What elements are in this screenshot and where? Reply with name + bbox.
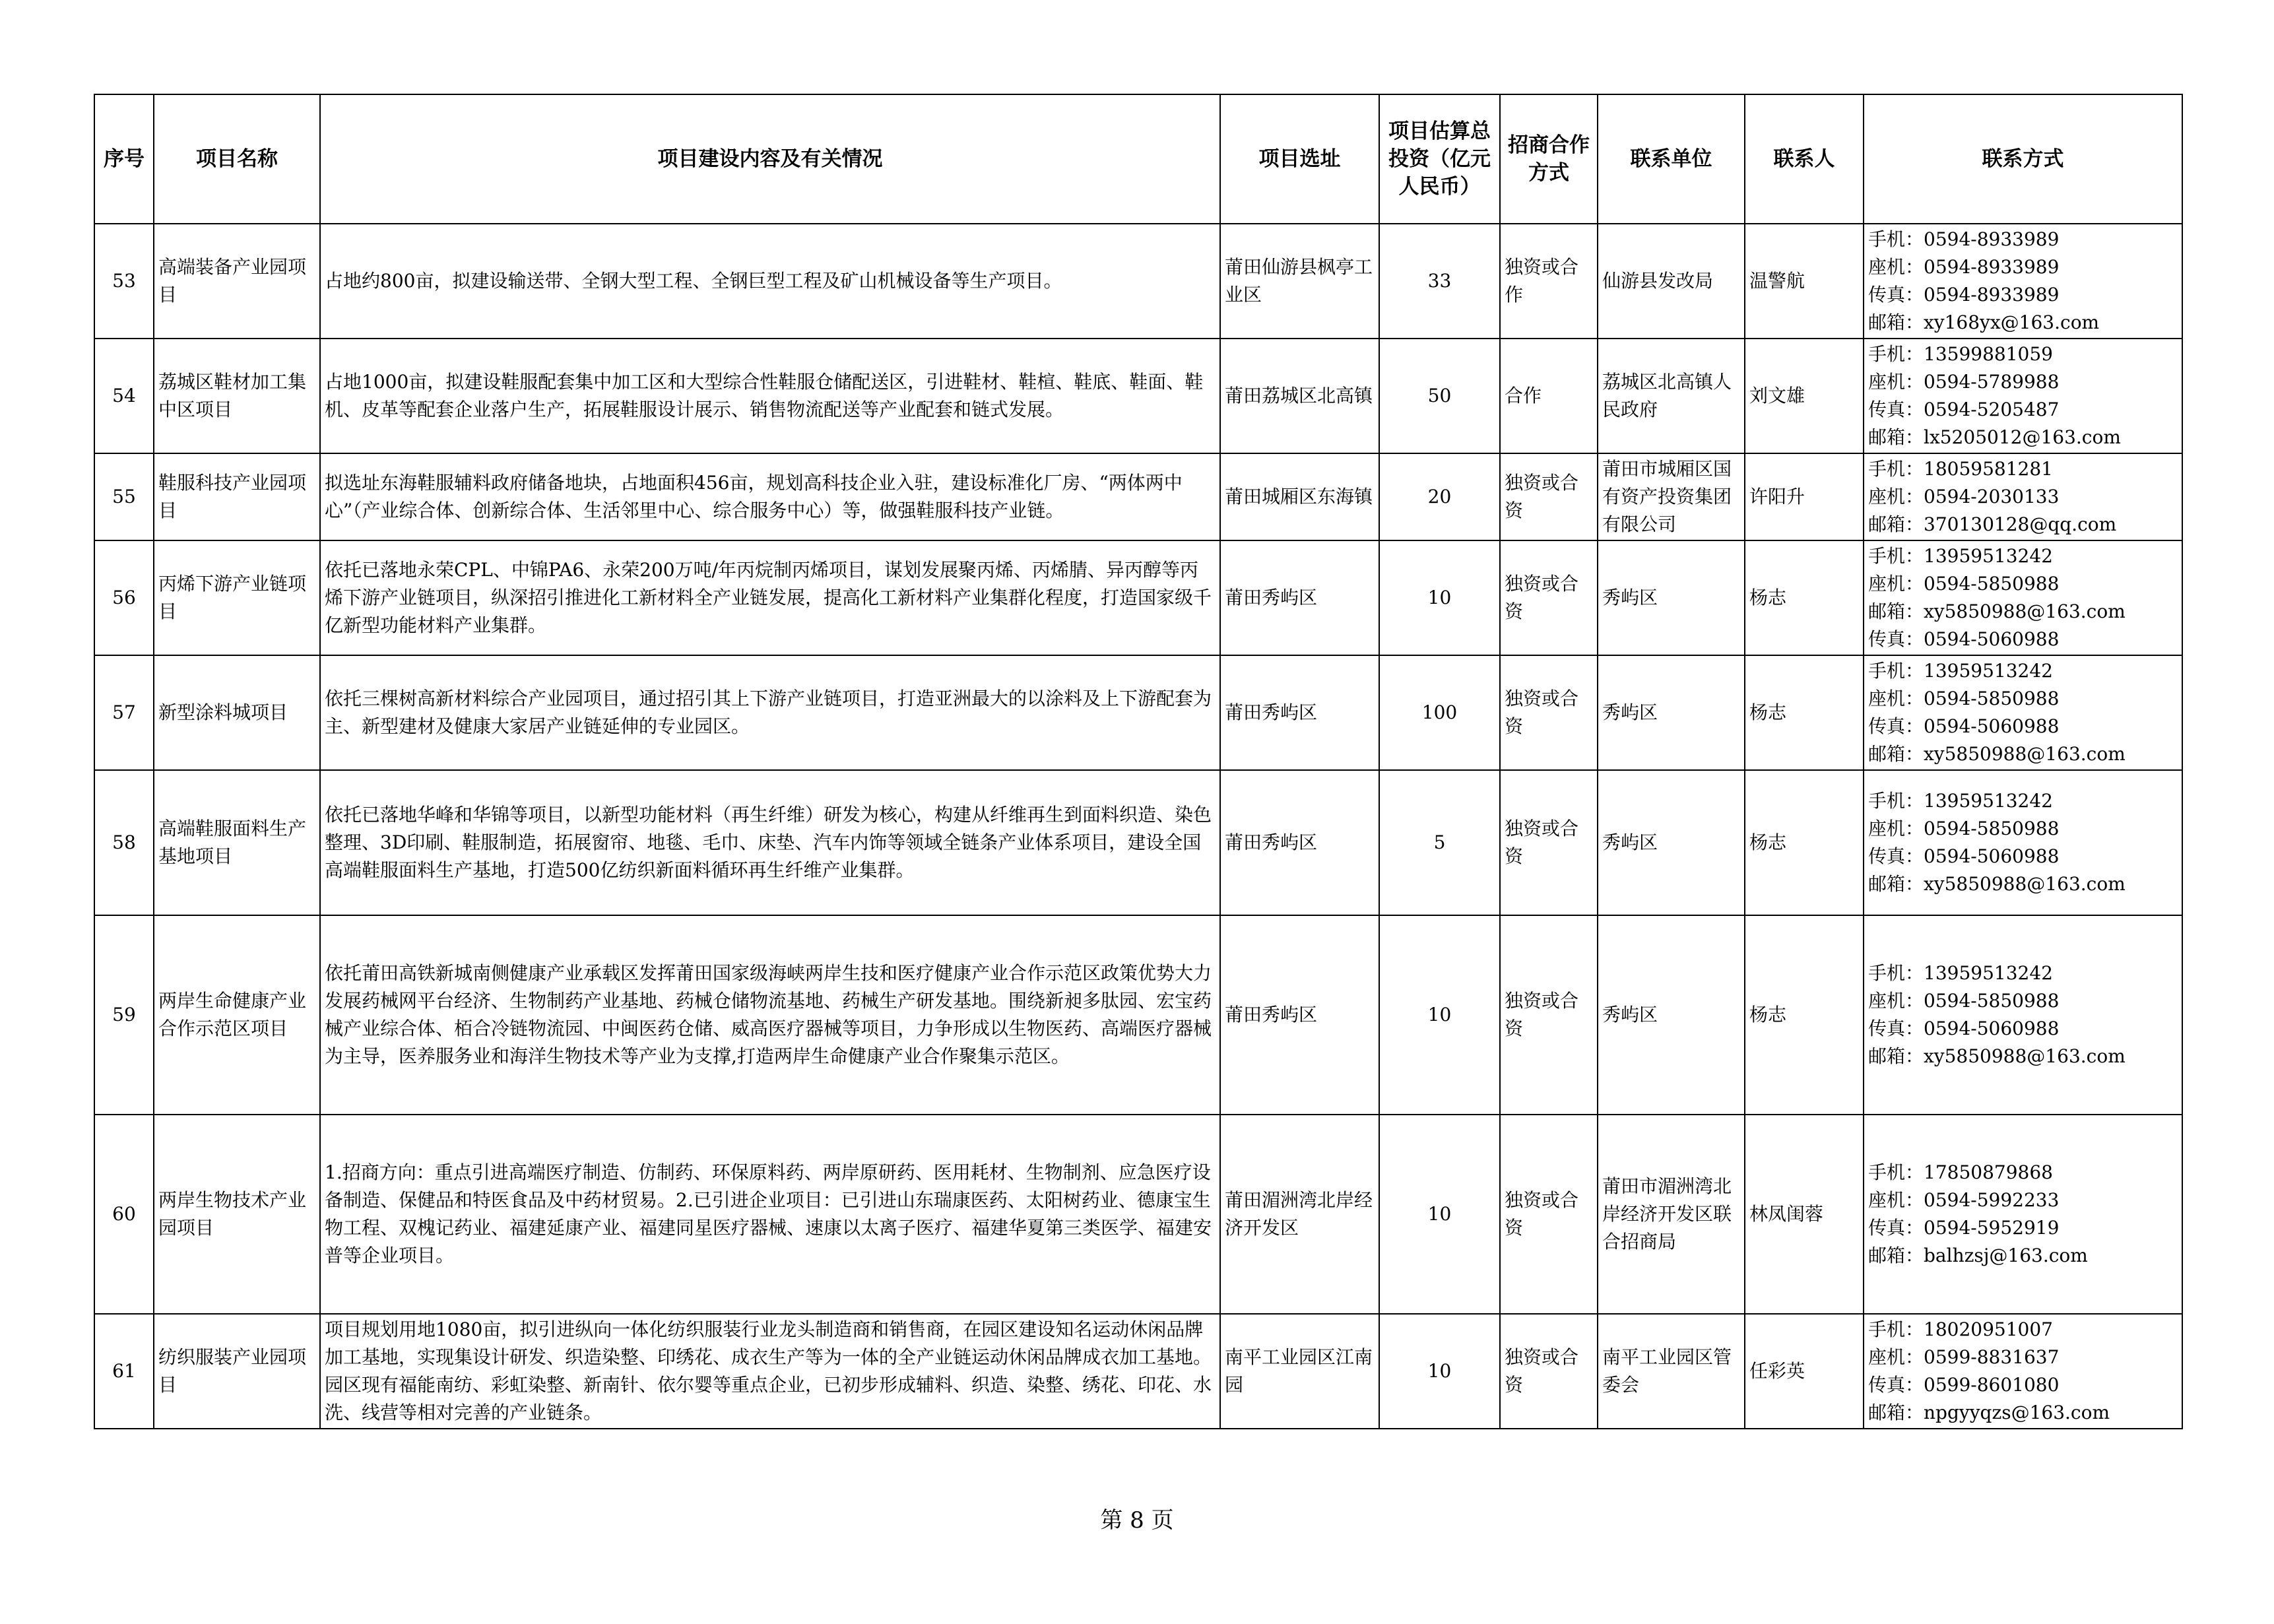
contact-person: 任彩英	[1745, 1314, 1864, 1429]
project-name: 纺织服装产业园项目	[154, 1314, 320, 1429]
contact-methods	[1864, 915, 2182, 1115]
contact-line: 传真：0599-8601080	[1868, 1374, 2060, 1396]
contact-line: 手机：13599881059	[1868, 343, 2053, 365]
project-site: 莆田秀屿区	[1220, 915, 1379, 1115]
project-description: 依托已落地华峰和华锦等项目，以新型功能材料（再生纤维）研发为核心，构建从纤维再生到面料织造、染色整理、3D印刷、鞋服制造，拓展窗帘、地毯、毛巾、床垫、汽车内饰等领域全链条产业体系项目，建设全国高端鞋服面料生产基地，打造500亿纺织新面料循环再生纤维产业集群。	[320, 770, 1220, 915]
contact-line: 座机：0599-8831637	[1868, 1346, 2060, 1368]
header-cell-person: 联系人	[1745, 94, 1864, 224]
project-investment: 10	[1379, 1314, 1500, 1429]
contact-line: 邮箱：npgyyqzs@163.com	[1868, 1402, 2110, 1423]
table-row	[94, 540, 2182, 655]
contact-person: 杨志	[1745, 915, 1864, 1115]
row-number: 56	[94, 540, 154, 655]
contact-line: 手机：13959513242	[1868, 545, 2053, 567]
row-number: 59	[94, 915, 154, 1115]
contact-line: 传真：0594-5060988	[1868, 1018, 2060, 1039]
row-number: 60	[94, 1115, 154, 1314]
contact-person: 许阳升	[1745, 453, 1864, 540]
contact-line: 座机：0594-5850988	[1868, 688, 2060, 709]
contact-line: 座机：0594-5992233	[1868, 1189, 2060, 1211]
contact-line: 手机：13959513242	[1868, 660, 2053, 682]
header-cell-unit: 联系单位	[1598, 94, 1745, 224]
contact-line: 手机：18059581281	[1868, 458, 2053, 480]
contact-line: 邮箱：balhzsj@163.com	[1868, 1245, 2088, 1266]
project-description: 占地1000亩，拟建设鞋服配套集中加工区和大型综合性鞋服仓储配送区，引进鞋材、鞋楦、鞋底、鞋面、鞋机、皮革等配套企业落户生产，拓展鞋服设计展示、销售物流配送等产业配套和链式发展。	[320, 339, 1220, 453]
cooperation-mode: 独资或合作	[1500, 224, 1598, 339]
contact-unit: 秀屿区	[1598, 915, 1745, 1115]
contact-line: 座机：0594-5850988	[1868, 990, 2060, 1012]
project-site: 莆田仙游县枫亭工业区	[1220, 224, 1379, 339]
contact-line: 邮箱：xy5850988@163.com	[1868, 601, 2126, 622]
project-site: 莆田秀屿区	[1220, 655, 1379, 770]
project-name: 高端鞋服面料生产基地项目	[154, 770, 320, 915]
header-cell-cooperation: 招商合作方式	[1500, 94, 1598, 224]
contact-line: 传真：0594-8933989	[1868, 284, 2060, 306]
contact-unit: 仙游县发改局	[1598, 224, 1745, 339]
contact-line: 座机：0594-5850988	[1868, 818, 2060, 839]
table-row	[94, 655, 2182, 770]
cooperation-mode: 独资或合资	[1500, 540, 1598, 655]
contact-line: 邮箱：xy5850988@163.com	[1868, 1045, 2126, 1067]
contact-unit: 秀屿区	[1598, 540, 1745, 655]
project-investment: 10	[1379, 540, 1500, 655]
project-description: 占地约800亩，拟建设输送带、全钢大型工程、全钢巨型工程及矿山机械设备等生产项目。	[320, 224, 1220, 339]
header-cell-number: 序号	[94, 94, 154, 224]
projects-table	[94, 94, 2183, 1429]
contact-line: 传真：0594-5060988	[1868, 845, 2060, 867]
project-site: 莆田城厢区东海镇	[1220, 453, 1379, 540]
contact-line: 手机：13959513242	[1868, 790, 2053, 812]
row-number: 55	[94, 453, 154, 540]
contact-line: 座机：0594-2030133	[1868, 486, 2060, 507]
project-investment: 10	[1379, 1115, 1500, 1314]
contact-person: 杨志	[1745, 540, 1864, 655]
cooperation-mode: 独资或合资	[1500, 655, 1598, 770]
project-investment: 5	[1379, 770, 1500, 915]
contact-line: 邮箱：xy5850988@163.com	[1868, 873, 2126, 895]
contact-line: 座机：0594-5850988	[1868, 573, 2060, 595]
cooperation-mode: 独资或合资	[1500, 770, 1598, 915]
contact-line: 传真：0594-5952919	[1868, 1217, 2060, 1239]
page-number: 第 8 页	[1100, 1507, 1174, 1534]
header-cell-name: 项目名称	[154, 94, 320, 224]
row-number: 54	[94, 339, 154, 453]
cooperation-mode: 独资或合资	[1500, 915, 1598, 1115]
project-site: 南平工业园区江南园	[1220, 1314, 1379, 1429]
contact-methods	[1864, 540, 2182, 655]
contact-line: 手机：0594-8933989	[1868, 228, 2060, 250]
contact-line: 座机：0594-8933989	[1868, 256, 2060, 278]
project-name: 荔城区鞋材加工集中区项目	[154, 339, 320, 453]
table-row	[94, 339, 2182, 453]
cooperation-mode: 合作	[1500, 339, 1598, 453]
project-description: 依托莆田高铁新城南侧健康产业承载区发挥莆田国家级海峡两岸生技和医疗健康产业合作示范区政策优势大力发展药械网平台经济、生物制药产业基地、药械仓储物流基地、药械生产研发基地。围绕新昶多肽园、宏宝药械产业综合体、栢合冷链物流园、中闽医药仓储、威高医疗器械等项目，力争形成以生物医药、高端医疗器械为主导，医养服务业和海洋生物技术等产业为支撑,打造两岸生命健康产业合作聚集示范区。	[320, 915, 1220, 1115]
project-site: 莆田湄洲湾北岸经济开发区	[1220, 1115, 1379, 1314]
project-name: 丙烯下游产业链项目	[154, 540, 320, 655]
contact-line: 手机：17850879868	[1868, 1161, 2053, 1183]
cooperation-mode: 独资或合资	[1500, 453, 1598, 540]
table-row	[94, 224, 2182, 339]
table-row	[94, 1314, 2182, 1429]
contact-person: 杨志	[1745, 770, 1864, 915]
contact-methods	[1864, 224, 2182, 339]
contact-unit: 秀屿区	[1598, 655, 1745, 770]
contact-methods	[1864, 770, 2182, 915]
contact-person: 林凤闺蓉	[1745, 1115, 1864, 1314]
table-row	[94, 453, 2182, 540]
project-description: 1.招商方向：重点引进高端医疗制造、仿制药、环保原料药、两岸原研药、医用耗材、生物制剂、应急医疗设备制造、保健品和特医食品及中药材贸易。2.已引进企业项目：已引进山东瑞康医药、太阳树药业、德康宝生物工程、双槐记药业、福建延康产业、福建同星医疗器械、速康以太离子医疗、福建华夏第三类医学、福建安普等企业项目。	[320, 1115, 1220, 1314]
header-cell-description: 项目建设内容及有关情况	[320, 94, 1220, 224]
contact-methods	[1864, 1115, 2182, 1314]
project-description: 项目规划用地1080亩，拟引进纵向一体化纺织服装行业龙头制造商和销售商，在园区建设知名运动休闲品牌加工基地，实现集设计研发、织造染整、印绣花、成衣生产等为一体的全产业链运动休闲品牌成衣加工基地。园区现有福能南纺、彩虹染整、新南针、依尔婴等重点企业，已初步形成辅料、织造、染整、绣花、印花、水洗、线营等相对完善的产业链条。	[320, 1314, 1220, 1429]
contact-unit: 莆田市湄洲湾北岸经济开发区联合招商局	[1598, 1115, 1745, 1314]
project-site: 莆田秀屿区	[1220, 770, 1379, 915]
contact-line: 传真：0594-5060988	[1868, 715, 2060, 737]
project-site: 莆田荔城区北高镇	[1220, 339, 1379, 453]
project-name: 新型涂料城项目	[154, 655, 320, 770]
project-description: 依托已落地永荣CPL、中锦PA6、永荣200万吨/年丙烷制丙烯项目，谋划发展聚丙烯、丙烯腈、异丙醇等丙烯下游产业链项目，纵深招引推进化工新材料全产业链发展，提高化工新材料产业集群化程度，打造国家级千亿新型功能材料产业集群。	[320, 540, 1220, 655]
contact-person: 刘文雄	[1745, 339, 1864, 453]
project-investment: 10	[1379, 915, 1500, 1115]
project-investment: 50	[1379, 339, 1500, 453]
project-description: 依托三棵树高新材料综合产业园项目，通过招引其上下游产业链项目，打造亚洲最大的以涂料及上下游配套为主、新型建材及健康大家居产业链延伸的专业园区。	[320, 655, 1220, 770]
contact-line: 座机：0594-5789988	[1868, 371, 2060, 393]
contact-person: 杨志	[1745, 655, 1864, 770]
contact-unit: 秀屿区	[1598, 770, 1745, 915]
project-name: 鞋服科技产业园项目	[154, 453, 320, 540]
header-cell-contact: 联系方式	[1864, 94, 2182, 224]
header-row	[94, 94, 2182, 224]
project-investment: 33	[1379, 224, 1500, 339]
row-number: 57	[94, 655, 154, 770]
table-row	[94, 770, 2182, 915]
contact-line: 手机：13959513242	[1868, 962, 2053, 984]
contact-methods	[1864, 339, 2182, 453]
project-investment: 20	[1379, 453, 1500, 540]
contact-line: 邮箱：lx5205012@163.com	[1868, 426, 2121, 448]
cooperation-mode: 独资或合资	[1500, 1115, 1598, 1314]
project-description: 拟选址东海鞋服辅料政府储备地块，占地面积456亩，规划高科技企业入驻，建设标准化厂房、“两体两中心”（产业综合体、创新综合体、生活邻里中心、综合服务中心）等，做强鞋服科技产业链。	[320, 453, 1220, 540]
header-cell-investment: 项目估算总投资（亿元人民币）	[1379, 94, 1500, 224]
contact-methods	[1864, 1314, 2182, 1429]
contact-line: 传真：0594-5205487	[1868, 399, 2060, 420]
contact-line: 传真：0594-5060988	[1868, 628, 2060, 650]
contact-unit: 莆田市城厢区国有资产投资集团有限公司	[1598, 453, 1745, 540]
contact-person: 温警航	[1745, 224, 1864, 339]
row-number: 53	[94, 224, 154, 339]
project-investment: 100	[1379, 655, 1500, 770]
contact-line: 邮箱：370130128@qq.com	[1868, 513, 2117, 535]
contact-line: 手机：18020951007	[1868, 1318, 2053, 1340]
table-row	[94, 1115, 2182, 1314]
project-name: 高端装备产业园项目	[154, 224, 320, 339]
header-cell-site: 项目选址	[1220, 94, 1379, 224]
contact-methods	[1864, 655, 2182, 770]
contact-unit: 南平工业园区管委会	[1598, 1314, 1745, 1429]
contact-unit: 荔城区北高镇人民政府	[1598, 339, 1745, 453]
contact-line: 邮箱：xy168yx@163.com	[1868, 311, 2100, 333]
row-number: 58	[94, 770, 154, 915]
contact-line: 邮箱：xy5850988@163.com	[1868, 743, 2126, 765]
row-number: 61	[94, 1314, 154, 1429]
cooperation-mode: 独资或合资	[1500, 1314, 1598, 1429]
project-site: 莆田秀屿区	[1220, 540, 1379, 655]
table-row	[94, 915, 2182, 1115]
project-name: 两岸生命健康产业合作示范区项目	[154, 915, 320, 1115]
contact-methods	[1864, 453, 2182, 540]
project-name: 两岸生物技术产业园项目	[154, 1115, 320, 1314]
